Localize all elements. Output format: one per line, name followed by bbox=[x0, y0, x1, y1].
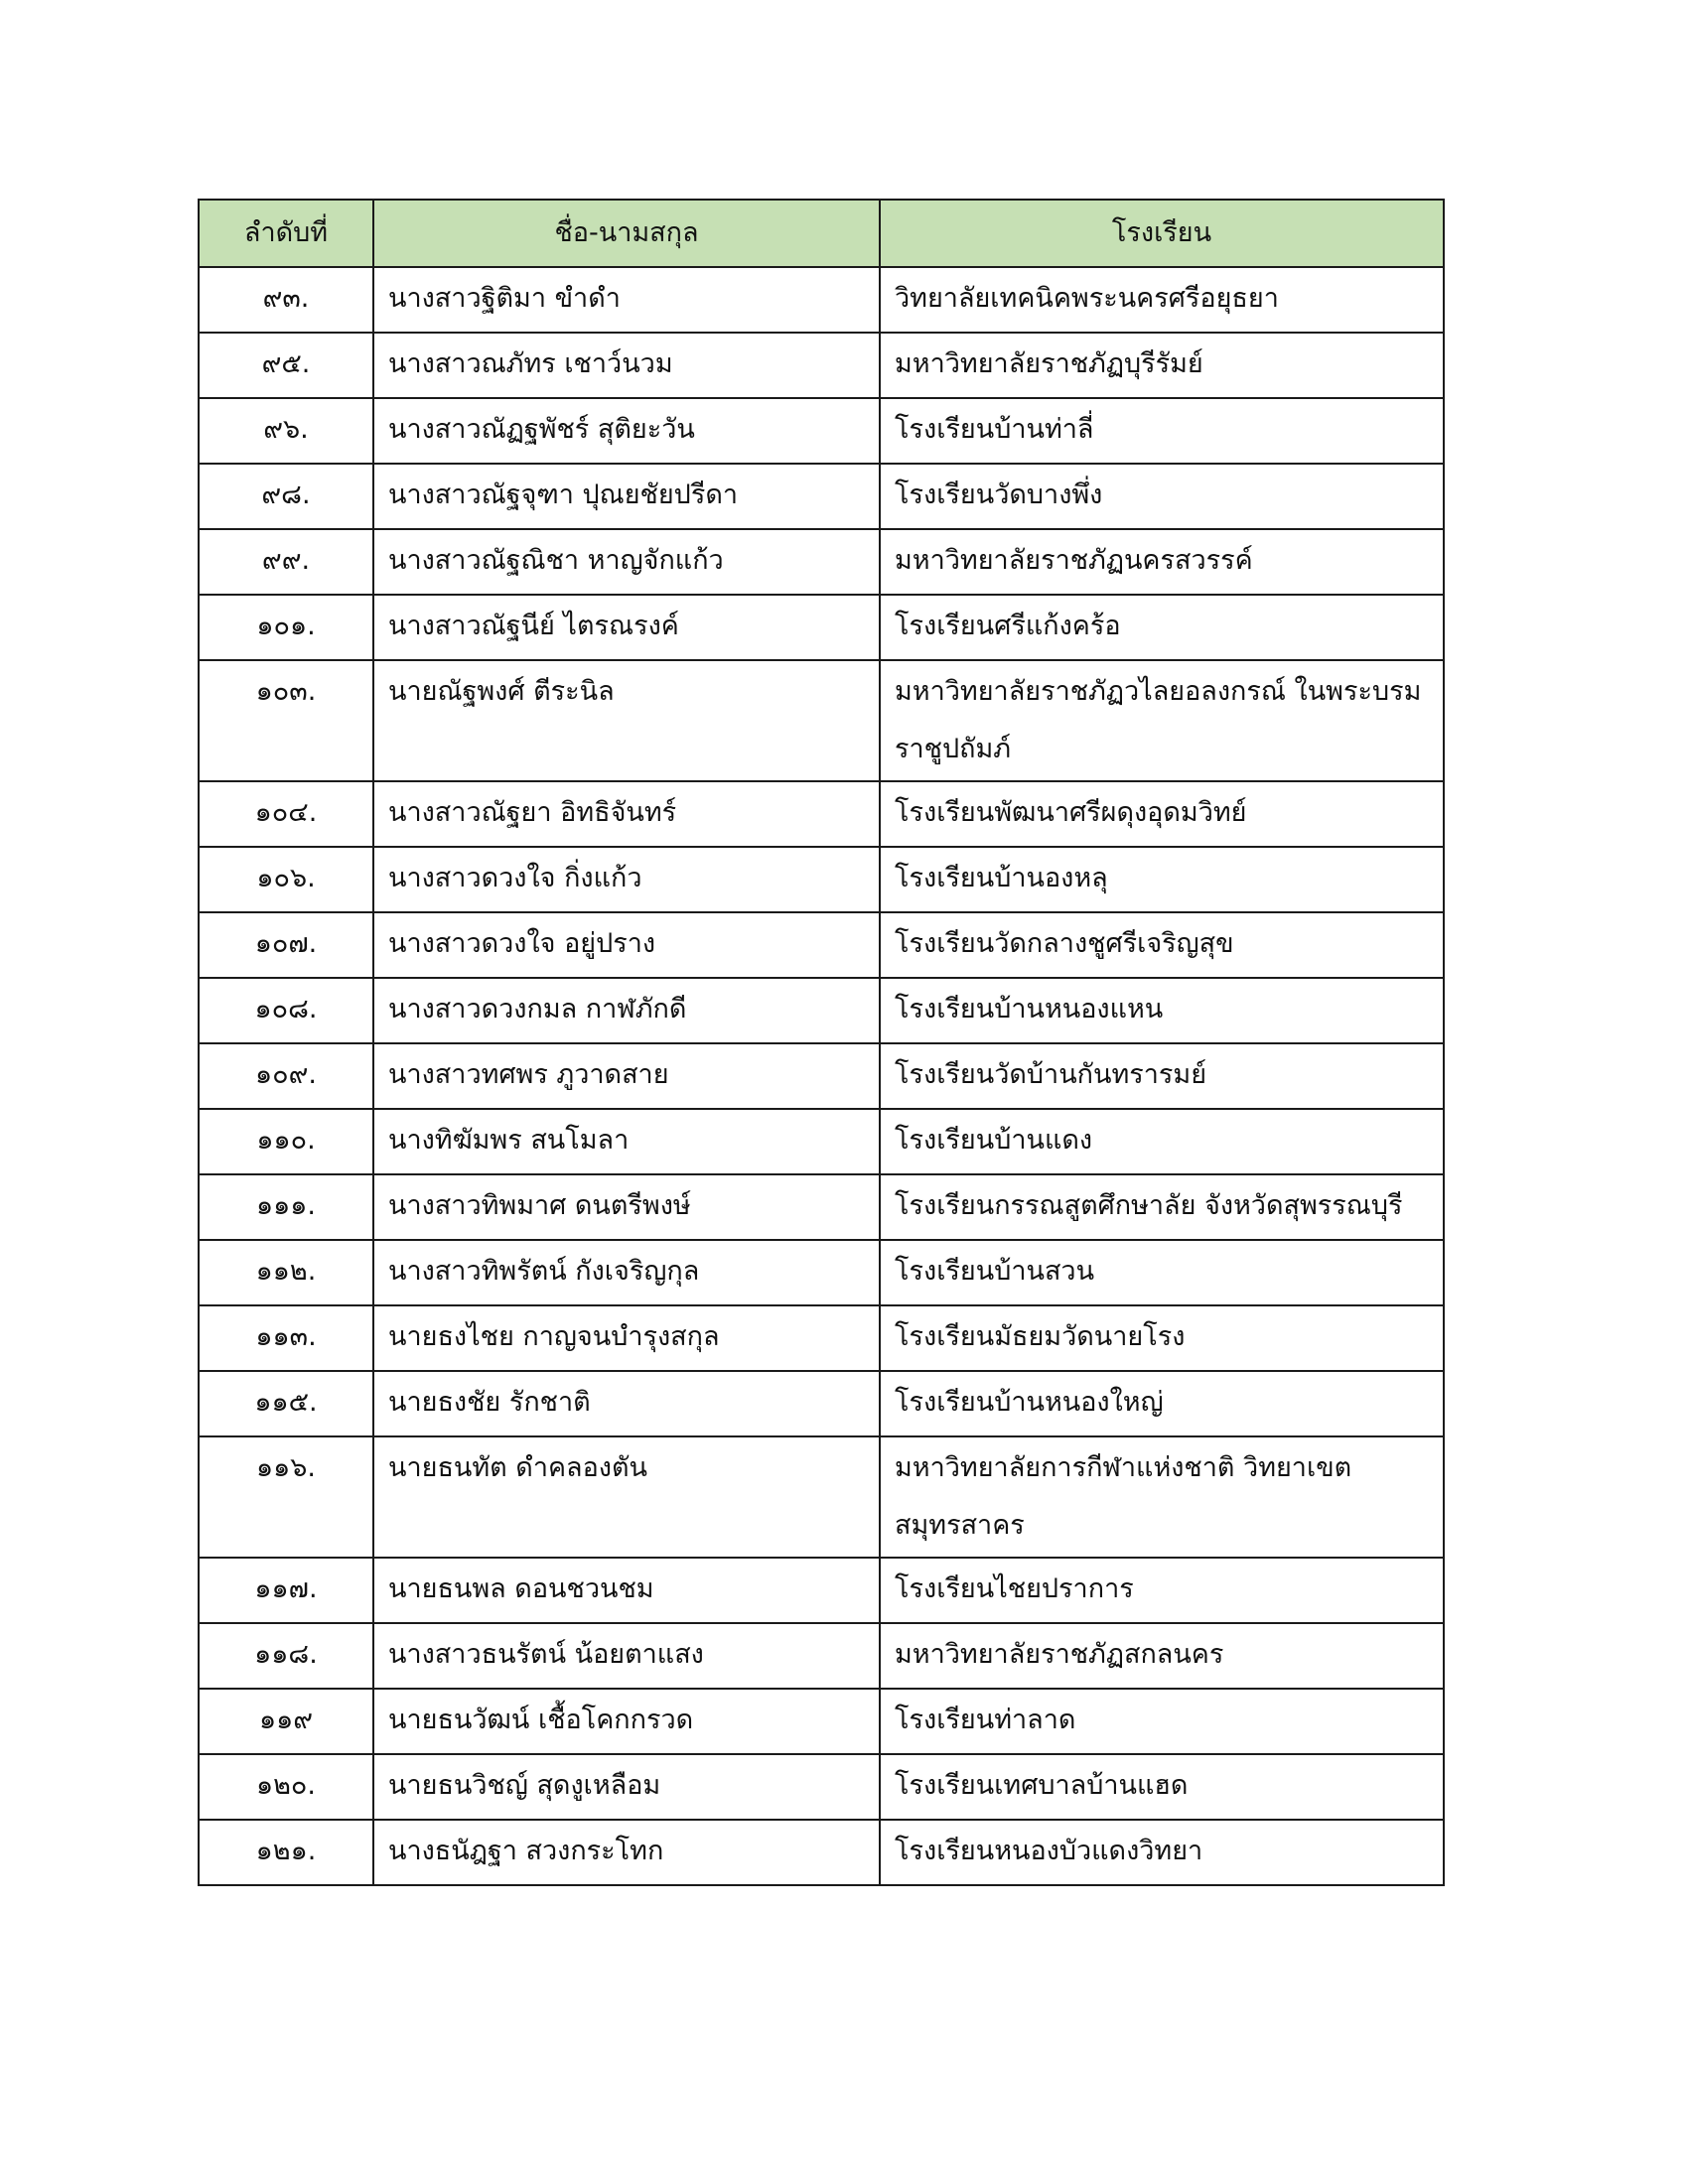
row-index: ๙๖. bbox=[199, 398, 373, 464]
header-name: ชื่อ-นามสกุล bbox=[373, 200, 880, 267]
table-row bbox=[199, 333, 1444, 398]
table-row bbox=[199, 1109, 1444, 1174]
row-index: ๑๐๔. bbox=[199, 781, 373, 847]
row-name: นางสาวณภัทร เชาว์นวม bbox=[373, 333, 880, 398]
table-row bbox=[199, 595, 1444, 660]
row-school: โรงเรียนบ้านแดง bbox=[880, 1109, 1444, 1174]
row-name: นายณัฐพงศ์ ตีระนิล bbox=[373, 660, 880, 781]
table-row bbox=[199, 1436, 1444, 1558]
row-school: โรงเรียนบ้านหนองใหญ่ bbox=[880, 1371, 1444, 1436]
row-index: ๑๑๐. bbox=[199, 1109, 373, 1174]
row-index: ๑๐๑. bbox=[199, 595, 373, 660]
row-index: ๑๑๖. bbox=[199, 1436, 373, 1558]
row-name: นางสาวดวงกมล กาฬภักดี bbox=[373, 978, 880, 1043]
row-index: ๑๐๘. bbox=[199, 978, 373, 1043]
table-row bbox=[199, 660, 1444, 781]
row-school: โรงเรียนบ้านหนองแหน bbox=[880, 978, 1444, 1043]
table-row bbox=[199, 1754, 1444, 1820]
row-name: นางสาวดวงใจ กิ่งแก้ว bbox=[373, 847, 880, 912]
row-school: โรงเรียนกรรณสูตศึกษาลัย จังหวัดสุพรรณบุรี bbox=[880, 1174, 1444, 1240]
row-name: นางสาวทิพมาศ ดนตรีพงษ์ bbox=[373, 1174, 880, 1240]
row-index: ๑๑๙ bbox=[199, 1689, 373, 1754]
row-index: ๑๒๑. bbox=[199, 1820, 373, 1885]
row-name: นายธนทัต ดำคลองตัน bbox=[373, 1436, 880, 1558]
row-school: โรงเรียนท่าลาด bbox=[880, 1689, 1444, 1754]
table-row bbox=[199, 1689, 1444, 1754]
row-name: นางสาวดวงใจ อยู่ปราง bbox=[373, 912, 880, 978]
table-row bbox=[199, 847, 1444, 912]
table-row bbox=[199, 1305, 1444, 1371]
row-name: นางธนัฎฐา สวงกระโทก bbox=[373, 1820, 880, 1885]
row-school: โรงเรียนเทศบาลบ้านแฮด bbox=[880, 1754, 1444, 1820]
table-row bbox=[199, 978, 1444, 1043]
row-index: ๑๐๗. bbox=[199, 912, 373, 978]
row-name: นางสาวณัฏฐพัชร์ สุติยะวัน bbox=[373, 398, 880, 464]
row-school: โรงเรียนไชยปราการ bbox=[880, 1558, 1444, 1623]
row-name: นางสาวทิพรัตน์ กังเจริญกุล bbox=[373, 1240, 880, 1305]
row-name: นางทิฆัมพร สนโมลา bbox=[373, 1109, 880, 1174]
row-index: ๑๑๓. bbox=[199, 1305, 373, 1371]
participant-table bbox=[198, 199, 1445, 1886]
table-row bbox=[199, 1371, 1444, 1436]
table-row bbox=[199, 1043, 1444, 1109]
row-name: นายธงไชย กาญจนบำรุงสกุล bbox=[373, 1305, 880, 1371]
row-school: โรงเรียนมัธยมวัดนายโรง bbox=[880, 1305, 1444, 1371]
row-name: นางสาวทศพร ภูวาดสาย bbox=[373, 1043, 880, 1109]
row-school: โรงเรียนบ้านท่าลี่ bbox=[880, 398, 1444, 464]
row-school: โรงเรียนบ้านสวน bbox=[880, 1240, 1444, 1305]
row-name: นางสาวณัฐจุฑา ปุณยชัยปรีดา bbox=[373, 464, 880, 529]
table-row bbox=[199, 1558, 1444, 1623]
row-school: โรงเรียนวัดกลางชูศรีเจริญสุข bbox=[880, 912, 1444, 978]
row-name: นางสาวฐิติมา ขำดำ bbox=[373, 267, 880, 333]
table-row bbox=[199, 1623, 1444, 1689]
row-name: นายธนพล ดอนชวนชม bbox=[373, 1558, 880, 1623]
row-school: โรงเรียนศรีแก้งคร้อ bbox=[880, 595, 1444, 660]
row-index: ๑๑๗. bbox=[199, 1558, 373, 1623]
table-row bbox=[199, 464, 1444, 529]
row-school: มหาวิทยาลัยราชภัฏนครสวรรค์ bbox=[880, 529, 1444, 595]
header-row bbox=[199, 200, 1444, 267]
row-name: นายธงชัย รักชาติ bbox=[373, 1371, 880, 1436]
row-index: ๙๘. bbox=[199, 464, 373, 529]
row-index: ๑๑๒. bbox=[199, 1240, 373, 1305]
row-name: นางสาวธนรัตน์ น้อยตาแสง bbox=[373, 1623, 880, 1689]
row-index: ๑๐๙. bbox=[199, 1043, 373, 1109]
row-school: มหาวิทยาลัยราชภัฏวไลยอลงกรณ์ ในพระบรมราชูปถัมภ์ bbox=[880, 660, 1444, 781]
row-school: โรงเรียนพัฒนาศรีผดุงอุดมวิทย์ bbox=[880, 781, 1444, 847]
row-index: ๑๐๓. bbox=[199, 660, 373, 781]
row-index: ๙๓. bbox=[199, 267, 373, 333]
row-school: วิทยาลัยเทคนิคพระนครศรีอยุธยา bbox=[880, 267, 1444, 333]
table-row bbox=[199, 1820, 1444, 1885]
row-school: โรงเรียนวัดบางพึ่ง bbox=[880, 464, 1444, 529]
table-row bbox=[199, 781, 1444, 847]
table-row bbox=[199, 267, 1444, 333]
row-index: ๑๐๖. bbox=[199, 847, 373, 912]
table-row bbox=[199, 1240, 1444, 1305]
row-school: โรงเรียนวัดบ้านกันทรารมย์ bbox=[880, 1043, 1444, 1109]
row-school: มหาวิทยาลัยราชภัฏบุรีรัมย์ bbox=[880, 333, 1444, 398]
header-school: โรงเรียน bbox=[880, 200, 1444, 267]
table-row bbox=[199, 529, 1444, 595]
row-name: นายธนวิชญ์ สุดงูเหลือม bbox=[373, 1754, 880, 1820]
row-index: ๙๙. bbox=[199, 529, 373, 595]
row-school: โรงเรียนบ้านองหลุ bbox=[880, 847, 1444, 912]
row-name: นางสาวณัฐยา อิทธิจันทร์ bbox=[373, 781, 880, 847]
row-school: โรงเรียนหนองบัวแดงวิทยา bbox=[880, 1820, 1444, 1885]
row-index: ๑๑๘. bbox=[199, 1623, 373, 1689]
row-school: มหาวิทยาลัยราชภัฏสกลนคร bbox=[880, 1623, 1444, 1689]
table-row bbox=[199, 398, 1444, 464]
table-row bbox=[199, 1174, 1444, 1240]
header-index: ลำดับที่ bbox=[199, 200, 373, 267]
row-name: นางสาวณัฐณิชา หาญจักแก้ว bbox=[373, 529, 880, 595]
row-school: มหาวิทยาลัยการกีฬาแห่งชาติ วิทยาเขตสมุทรสาคร bbox=[880, 1436, 1444, 1558]
table-row bbox=[199, 912, 1444, 978]
row-name: นายธนวัฒน์ เชื้อโคกกรวด bbox=[373, 1689, 880, 1754]
row-index: ๙๕. bbox=[199, 333, 373, 398]
row-index: ๑๑๑. bbox=[199, 1174, 373, 1240]
row-index: ๑๒๐. bbox=[199, 1754, 373, 1820]
row-index: ๑๑๕. bbox=[199, 1371, 373, 1436]
row-name: นางสาวณัฐนีย์ ไตรณรงค์ bbox=[373, 595, 880, 660]
